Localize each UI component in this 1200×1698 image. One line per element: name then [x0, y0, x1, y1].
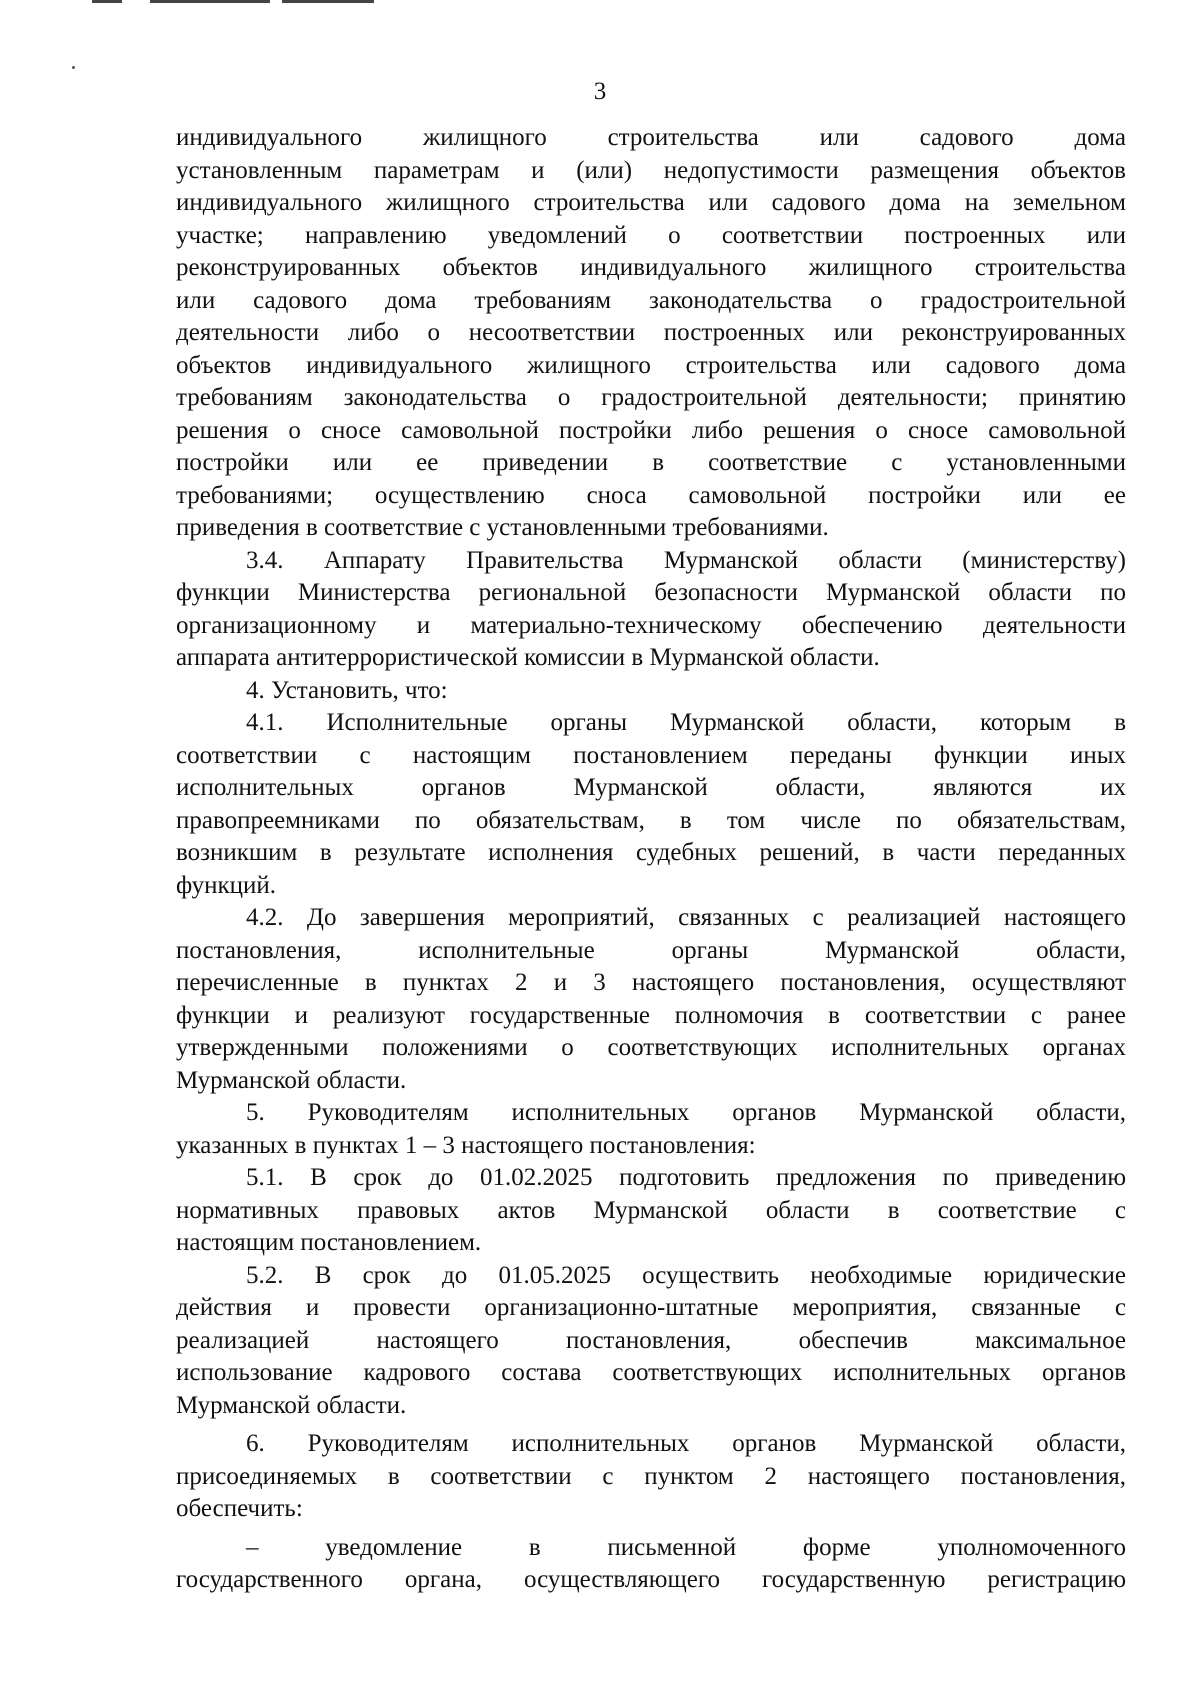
scan-artifact-mark [150, 0, 270, 3]
text-line: индивидуального жилищного строительства или садового дома [176, 124, 1126, 151]
paragraph-continuation [176, 122, 1126, 545]
text-line: Мурманской области. [176, 1391, 407, 1419]
text-line: настоящим постановлением. [176, 1229, 482, 1256]
text-line: утвержденными положениями о соответствующих исполнительных органах [176, 1034, 1126, 1061]
text-line: постройки или ее приведении в соответствие с установленными [176, 449, 1126, 476]
text-line: 5.2. В срок до 01.05.2025 осуществить необходимые юридические [246, 1261, 1126, 1289]
text-line: установленным параметрам и (или) недопустимости размещения объектов [176, 156, 1126, 184]
paragraph-3-4 [176, 545, 1126, 675]
paragraph-5-2 [176, 1260, 1126, 1423]
text-line: соответствии с настоящим постановлением переданы функции иных [176, 741, 1126, 769]
text-line: 4.2. До завершения мероприятий, связанных с реализацией настоящего [246, 904, 1126, 931]
text-line: 5.1. В срок до 01.02.2025 подготовить предложения по приведению [246, 1164, 1126, 1191]
text-line: – уведомление в письменной форме уполномоченного [246, 1533, 1126, 1561]
text-line: участке; направлению уведомлений о соответствии построенных или [176, 221, 1126, 249]
text-line: реконструированных объектов индивидуального жилищного строительства [176, 254, 1126, 281]
text-line: 3.4. Аппарату Правительства Мурманской области (министерству) [246, 546, 1126, 574]
text-line: или садового дома требованиям законодательства о градостроительной [176, 286, 1126, 314]
text-line: перечисленные в пунктах 2 и 3 настоящего постановления, осуществляют [176, 969, 1126, 996]
text-line: обеспечить: [176, 1495, 303, 1522]
paragraph-6 [176, 1428, 1126, 1526]
text-line: организационному и материально-техническому обеспечению деятельности [176, 611, 1126, 639]
text-line: решения о сносе самовольной постройки либо решения о сносе самовольной [176, 416, 1126, 444]
scan-artifact-mark [92, 0, 122, 3]
text-line: индивидуального жилищного строительства или садового дома на земельном [176, 189, 1126, 216]
text-line: присоединяемых в соответствии с пунктом 2 настоящего постановления, [176, 1462, 1126, 1490]
text-line: реализацией настоящего постановления, обеспечив максимальное [176, 1326, 1126, 1354]
text-line: приведения в соответствие с установленными требованиями. [176, 514, 829, 541]
text-line: функций. [176, 871, 276, 899]
text-line: аппарата антитеррористической комиссии в Мурманской области. [176, 644, 880, 671]
text-line: требованиями; осуществлению сноса самовольной постройки или ее [176, 481, 1126, 509]
text-line: 4. Установить, что: [246, 676, 448, 704]
text-line: действия и провести организационно-штатные мероприятия, связанные с [176, 1294, 1126, 1321]
text-line: функции Министерства региональной безопасности Мурманской области по [176, 579, 1126, 606]
text-line: исполнительных органов Мурманской области, являются их [176, 774, 1126, 801]
text-line: 4.1. Исполнительные органы Мурманской области, которым в [246, 709, 1126, 736]
paragraph-4-2 [176, 902, 1126, 1097]
document-body [176, 122, 1126, 1597]
text-line: нормативных правовых актов Мурманской области в соответствие с [176, 1196, 1126, 1224]
paragraph-4 [176, 675, 1126, 708]
page-number: 3 [593, 78, 607, 105]
text-line: деятельности либо о несоответствии построенных или реконструированных [176, 319, 1126, 346]
scan-speck [72, 66, 75, 69]
paragraph-5 [176, 1097, 1126, 1162]
scan-artifact-mark [282, 0, 374, 3]
text-line: постановления, исполнительные органы Мурманской области, [176, 936, 1126, 964]
paragraph-5-1 [176, 1162, 1126, 1260]
text-line: 5. Руководителям исполнительных органов Мурманской области, [246, 1099, 1126, 1126]
paragraph-6-bullet [176, 1532, 1126, 1597]
text-line: правопреемниками по обязательствам, в том числе по обязательствам, [176, 806, 1126, 834]
text-line: 6. Руководителям исполнительных органов Мурманской области, [246, 1430, 1126, 1457]
text-line: функции и реализуют государственные полномочия в соответствии с ранее [176, 1001, 1126, 1029]
text-line: государственного органа, осуществляющего государственную регистрацию [176, 1566, 1126, 1593]
text-line: возникшим в результате исполнения судебных решений, в части переданных [176, 839, 1126, 866]
text-line: Мурманской области. [176, 1066, 407, 1094]
text-line: использование кадрового состава соответствующих исполнительных органов [176, 1359, 1126, 1386]
text-line: требованиям законодательства о градостроительной деятельности; принятию [176, 384, 1126, 411]
paragraph-4-1 [176, 707, 1126, 902]
text-line: указанных в пунктах 1 – 3 настоящего постановления: [176, 1131, 756, 1159]
text-line: объектов индивидуального жилищного строительства или садового дома [176, 351, 1126, 379]
